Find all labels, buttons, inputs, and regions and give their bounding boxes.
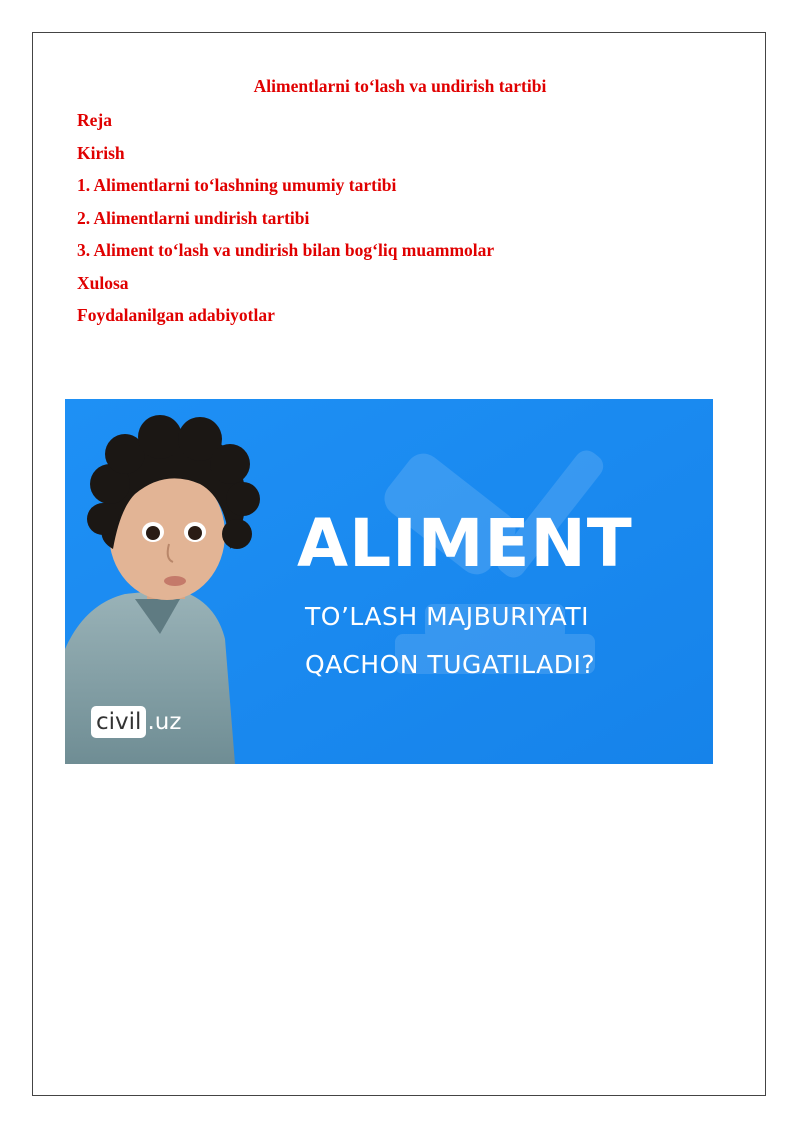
toc-item-references: Foydalanilgan adabiyotlar [77,305,275,325]
toc-item-section-2: 2. Alimentlarni undirish tartibi [77,207,310,228]
banner-headline: ALIMENT [297,505,633,582]
toc-item-section-1: 1. Alimentlarni to‘lashning umumiy tartibi [77,175,397,195]
toc-item-reja: Reja [77,110,112,130]
document-page [32,32,766,1096]
toc-item-section-3: 3. Aliment to‘lash va undirish bilan bog‘liq muammolar [77,240,495,260]
aliment-banner-image [65,399,713,764]
document-title: Alimentlarni to‘lash va undirish tartibi [253,76,547,96]
toc-item-kirish: Kirish [77,142,125,163]
table-of-contents [77,109,494,337]
civil-uz-logo [91,706,181,738]
banner-subtitle-line-1: TO’LASH MAJBURIYATI [305,602,589,631]
toc-item-xulosa: Xulosa [77,272,129,293]
logo-main-text: civil [91,706,146,738]
logo-domain-text: .uz [147,709,182,735]
banner-subtitle-line-2: QACHON TUGATILADI? [305,650,596,679]
